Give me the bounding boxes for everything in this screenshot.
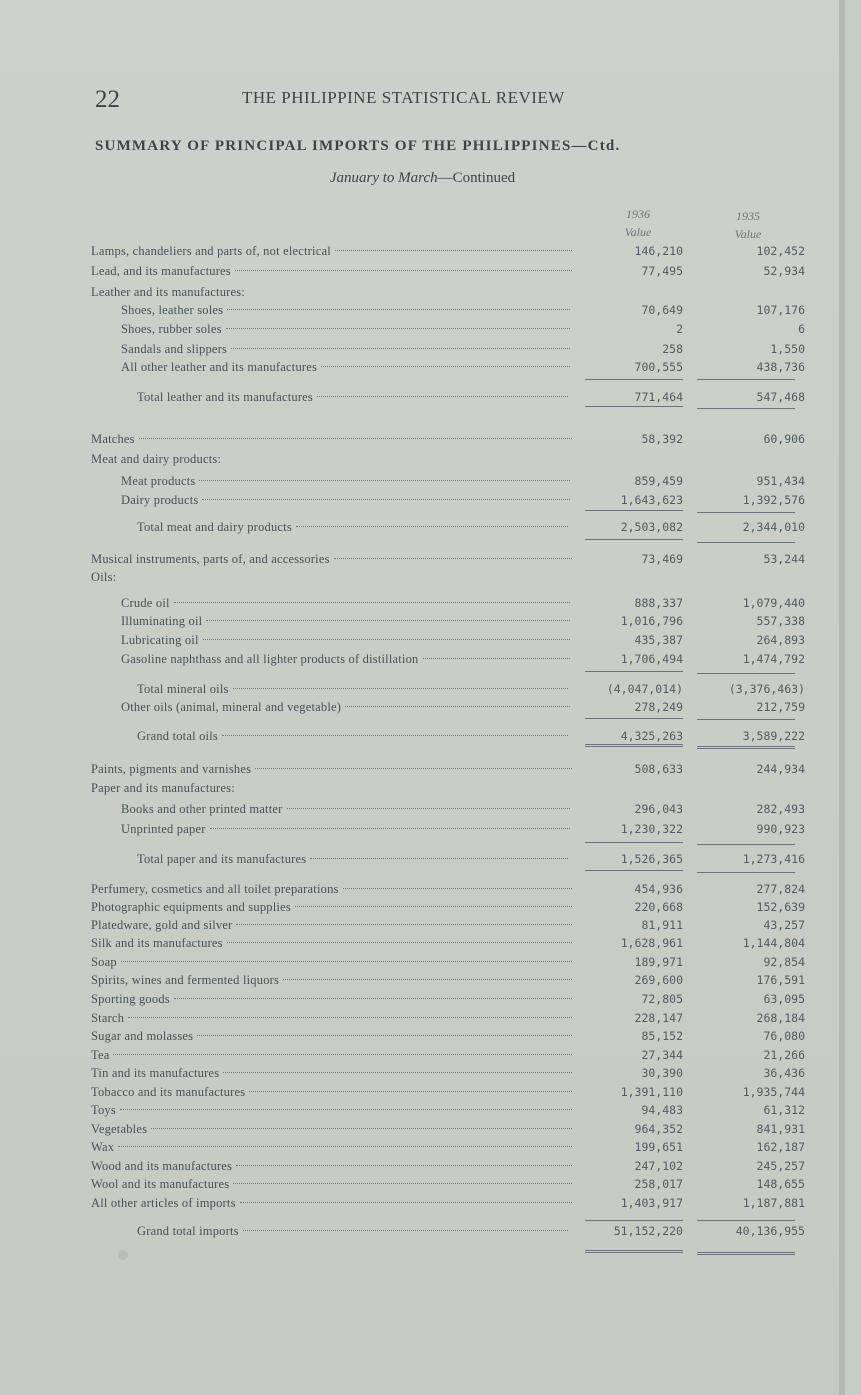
table-row <box>0 971 845 989</box>
total-rule <box>697 512 795 513</box>
dot-leader <box>222 735 568 736</box>
row-label <box>91 568 572 586</box>
row-label-text: Lubricating oil <box>121 633 199 647</box>
row-label <box>91 1175 572 1193</box>
value-1936: 70,649 <box>641 303 683 317</box>
double-total-rule <box>697 1252 795 1255</box>
table-row <box>0 242 845 260</box>
table-row <box>0 1027 845 1045</box>
value-1936: 258 <box>662 342 683 356</box>
table-row <box>0 680 845 698</box>
row-label <box>91 283 572 301</box>
table-row <box>0 760 845 778</box>
value-1936: 73,469 <box>641 552 683 566</box>
dot-leader <box>197 1035 572 1036</box>
row-label <box>91 550 572 568</box>
value-1936: 859,459 <box>634 474 683 488</box>
row-label-text: Sugar and molasses <box>91 1029 194 1043</box>
value-1936: 51,152,220 <box>613 1224 683 1238</box>
value-1935: 162,187 <box>756 1140 805 1154</box>
row-label-text: Shoes, leather soles <box>121 303 224 317</box>
row-label <box>91 1064 572 1082</box>
row-label-text: Toys <box>91 1103 116 1117</box>
table-row <box>0 388 845 406</box>
dot-leader <box>233 688 568 689</box>
dot-leader <box>231 348 570 349</box>
value-1935: 268,184 <box>756 1011 805 1025</box>
table-row <box>0 1009 845 1027</box>
dot-leader <box>174 602 570 603</box>
dot-leader <box>206 620 570 621</box>
table-row <box>0 594 845 612</box>
row-label-text: Photographic equipments and supplies <box>91 900 291 914</box>
value-1936: 700,555 <box>634 360 683 374</box>
value-1935: 282,493 <box>756 802 805 816</box>
value-1936: 435,387 <box>634 633 683 647</box>
value-1935: 990,923 <box>756 822 805 836</box>
table-row <box>0 898 845 916</box>
total-rule <box>697 719 795 720</box>
row-label-text: Platedware, gold and silver <box>91 918 233 932</box>
value-1935: 1,187,881 <box>742 1196 805 1210</box>
row-label-text: Total meat and dairy products <box>137 520 292 534</box>
value-1936: 454,936 <box>634 882 683 896</box>
value-1936: 189,971 <box>634 955 683 969</box>
value-1936: 228,147 <box>634 1011 683 1025</box>
row-label-text: Grand total oils <box>137 729 218 743</box>
value-1935: 53,244 <box>763 552 805 566</box>
dot-leader <box>121 961 572 962</box>
row-label-text: Tobacco and its manufactures <box>91 1085 246 1099</box>
row-label-text: Matches <box>91 432 135 446</box>
row-label-text: All other leather and its manufactures <box>121 360 318 374</box>
dot-leader <box>335 250 572 251</box>
value-1935: 176,591 <box>756 973 805 987</box>
table-row <box>0 472 845 490</box>
row-label-text: Lamps, chandeliers and parts of, not electrical <box>91 244 331 258</box>
dot-leader <box>317 396 568 397</box>
dot-leader <box>202 499 570 500</box>
row-label-text: Unprinted paper <box>121 822 206 836</box>
value-1935: 6 <box>798 322 805 336</box>
table-row <box>0 1194 845 1212</box>
row-label-text: Total mineral oils <box>137 682 229 696</box>
dot-leader <box>139 438 572 439</box>
table-row <box>0 1175 845 1193</box>
value-1935: 2,344,010 <box>742 520 805 534</box>
table-row <box>0 1138 845 1156</box>
value-1935: 40,136,955 <box>735 1224 805 1238</box>
dot-leader <box>120 1109 572 1110</box>
dot-leader <box>151 1128 572 1129</box>
value-1936: 220,668 <box>634 900 683 914</box>
row-label-text: All other articles of imports <box>91 1196 236 1210</box>
double-total-rule <box>585 1250 683 1253</box>
row-label-text: Silk and its manufactures <box>91 936 223 950</box>
table-row <box>0 953 845 971</box>
row-label-text: Tea <box>91 1048 110 1062</box>
row-label <box>91 898 572 916</box>
table-row <box>0 1083 845 1101</box>
value-1935: 36,436 <box>763 1066 805 1080</box>
value-1936: 199,651 <box>634 1140 683 1154</box>
table-row <box>0 450 845 468</box>
row-label-text: Shoes, rubber soles <box>121 322 222 336</box>
dot-leader <box>203 639 570 640</box>
value-1936: 72,805 <box>641 992 683 1006</box>
row-label <box>137 1222 568 1240</box>
value-1935: 841,931 <box>756 1122 805 1136</box>
total-rule <box>585 1220 683 1221</box>
table-row <box>0 1064 845 1082</box>
value-1935: 3,589,222 <box>742 729 805 743</box>
dot-leader <box>310 858 568 859</box>
table-row <box>0 262 845 280</box>
row-label <box>91 1157 572 1175</box>
value-1936: 1,526,365 <box>620 852 683 866</box>
row-label <box>91 916 572 934</box>
table-row <box>0 491 845 509</box>
row-label-text: Grand total imports <box>137 1224 239 1238</box>
value-1935: 60,906 <box>763 432 805 446</box>
dot-leader <box>295 906 572 907</box>
value-1935: (3,376,463) <box>728 682 805 696</box>
value-1936: 964,352 <box>634 1122 683 1136</box>
table-row <box>0 1046 845 1064</box>
dot-leader <box>113 1054 572 1055</box>
column-year-1935: 1935 <box>736 209 760 223</box>
row-label-text: Vegetables <box>91 1122 148 1136</box>
table-row <box>0 880 845 898</box>
row-label <box>121 594 570 612</box>
table-row <box>0 301 845 319</box>
row-label <box>91 450 572 468</box>
total-rule <box>697 844 795 845</box>
value-1935: 61,312 <box>763 1103 805 1117</box>
dot-leader <box>283 979 572 980</box>
value-1935: 1,392,576 <box>742 493 805 507</box>
total-rule <box>697 542 795 543</box>
row-label <box>91 1009 572 1027</box>
row-label-text: Meat and dairy products: <box>91 452 222 466</box>
dot-leader <box>236 1165 572 1166</box>
row-label <box>91 934 572 952</box>
value-1936: 2 <box>676 322 683 336</box>
row-label-text: Wax <box>91 1140 115 1154</box>
value-1936: 508,633 <box>634 762 683 776</box>
dot-leader <box>174 998 572 999</box>
row-label <box>91 242 572 260</box>
table-row <box>0 779 845 797</box>
value-1935: 244,934 <box>756 762 805 776</box>
value-1936: (4,047,014) <box>606 682 683 696</box>
row-label <box>91 1027 572 1045</box>
row-label <box>121 612 570 630</box>
subtitle-period: January to March <box>329 170 438 186</box>
total-rule <box>585 870 683 871</box>
dot-leader <box>227 309 570 310</box>
table-row <box>0 820 845 838</box>
table-row <box>0 934 845 952</box>
value-1936: 771,464 <box>634 390 683 404</box>
total-rule <box>585 671 683 672</box>
table-row <box>0 631 845 649</box>
row-label <box>137 727 568 745</box>
row-label-text: Paper and its manufactures: <box>91 781 235 795</box>
row-label <box>137 388 568 406</box>
row-label <box>121 698 570 716</box>
row-label-text: Soap <box>91 955 117 969</box>
value-1936: 296,043 <box>634 802 683 816</box>
table-row <box>0 1222 845 1240</box>
row-label <box>121 631 570 649</box>
value-1936: 81,911 <box>641 918 683 932</box>
double-total-rule <box>585 744 683 747</box>
value-1936: 1,391,110 <box>620 1085 683 1099</box>
value-1935: 1,935,744 <box>742 1085 805 1099</box>
table-row <box>0 283 845 301</box>
row-label <box>121 650 570 668</box>
value-1936: 77,495 <box>641 264 683 278</box>
total-rule <box>585 406 683 407</box>
column-label-1936: Value <box>624 225 652 239</box>
row-label-text: Total paper and its manufactures <box>137 852 307 866</box>
value-1936: 247,102 <box>634 1159 683 1173</box>
row-label <box>121 358 570 376</box>
row-label <box>137 518 568 536</box>
row-label <box>91 760 572 778</box>
value-1935: 547,468 <box>756 390 805 404</box>
total-rule <box>697 379 795 380</box>
table-row <box>0 727 845 745</box>
value-1935: 264,893 <box>756 633 805 647</box>
total-rule <box>697 1220 795 1221</box>
value-1935: 1,474,792 <box>742 652 805 666</box>
row-label <box>91 1046 572 1064</box>
value-1935: 152,639 <box>756 900 805 914</box>
row-label-text: Lead, and its manufactures <box>91 264 231 278</box>
row-label <box>91 971 572 989</box>
row-label-text: Starch <box>91 1011 125 1025</box>
total-rule <box>585 718 683 719</box>
row-label <box>91 1083 572 1101</box>
value-1935: 63,095 <box>763 992 805 1006</box>
row-label <box>121 340 570 358</box>
table-row <box>0 568 845 586</box>
row-label <box>137 680 568 698</box>
value-1935: 107,176 <box>756 303 805 317</box>
table-row <box>0 340 845 358</box>
paper-blemish <box>118 1250 128 1260</box>
dot-leader <box>226 328 570 329</box>
row-label <box>121 301 570 319</box>
row-label <box>91 880 572 898</box>
row-label <box>121 320 570 338</box>
value-1935: 277,824 <box>756 882 805 896</box>
value-1935: 148,655 <box>756 1177 805 1191</box>
dot-leader <box>240 1202 572 1203</box>
table-row <box>0 650 845 668</box>
value-1936: 278,249 <box>634 700 683 714</box>
row-label-text: Sandals and slippers <box>121 342 228 356</box>
table-row <box>0 850 845 868</box>
dot-leader <box>236 924 572 925</box>
table-row <box>0 800 845 818</box>
dot-leader <box>343 888 572 889</box>
value-1936: 269,600 <box>634 973 683 987</box>
row-label <box>91 262 572 280</box>
value-1936: 258,017 <box>634 1177 683 1191</box>
total-rule <box>697 673 795 674</box>
total-rule <box>697 408 795 409</box>
dot-leader <box>423 658 570 659</box>
dot-leader <box>334 558 572 559</box>
value-1936: 1,628,961 <box>620 936 683 950</box>
value-1935: 1,144,804 <box>742 936 805 950</box>
dot-leader <box>118 1146 572 1147</box>
table-row <box>0 916 845 934</box>
dot-leader <box>345 706 570 707</box>
row-label <box>91 1138 572 1156</box>
total-rule <box>585 510 683 511</box>
value-1935: 245,257 <box>756 1159 805 1173</box>
value-1936: 94,483 <box>641 1103 683 1117</box>
dot-leader <box>233 1183 572 1184</box>
row-label-text: Gasoline naphthass and all lighter products of distillation <box>121 652 419 666</box>
value-1935: 52,934 <box>763 264 805 278</box>
value-1936: 1,403,917 <box>620 1196 683 1210</box>
value-1935: 43,257 <box>763 918 805 932</box>
value-1936: 888,337 <box>634 596 683 610</box>
table-row <box>0 990 845 1008</box>
dot-leader <box>255 768 572 769</box>
table-row <box>0 612 845 630</box>
row-label-text: Total leather and its manufactures <box>137 390 313 404</box>
dot-leader <box>243 1230 568 1231</box>
dot-leader <box>321 366 570 367</box>
row-label-text: Dairy products <box>121 493 199 507</box>
row-label-text: Books and other printed matter <box>121 802 283 816</box>
table-row <box>0 518 845 536</box>
row-label-text: Meat products <box>121 474 196 488</box>
table-title: SUMMARY OF PRINCIPAL IMPORTS OF THE PHILIPPINES—Ctd. <box>95 138 621 154</box>
column-label-1935: Value <box>734 227 762 241</box>
dot-leader <box>249 1091 572 1092</box>
subtitle-continued: —Continued <box>437 170 516 186</box>
row-label <box>91 953 572 971</box>
row-label <box>121 820 570 838</box>
table-row <box>0 430 845 448</box>
row-label <box>121 472 570 490</box>
value-1936: 146,210 <box>634 244 683 258</box>
table-row <box>0 550 845 568</box>
total-rule <box>585 379 683 380</box>
value-1935: 102,452 <box>756 244 805 258</box>
table-row <box>0 698 845 716</box>
value-1935: 438,736 <box>756 360 805 374</box>
value-1935: 76,080 <box>763 1029 805 1043</box>
row-label-text: Wool and its manufactures <box>91 1177 230 1191</box>
row-label <box>91 1194 572 1212</box>
value-1935: 1,079,440 <box>742 596 805 610</box>
page-number: 22 <box>95 86 120 113</box>
total-rule <box>585 842 683 843</box>
row-label <box>137 850 568 868</box>
value-1935: 92,854 <box>763 955 805 969</box>
row-label <box>91 1120 572 1138</box>
value-1936: 4,325,263 <box>620 729 683 743</box>
row-label-text: Leather and its manufactures: <box>91 285 245 299</box>
row-label <box>91 779 572 797</box>
row-label-text: Perfumery, cosmetics and all toilet preparations <box>91 882 339 896</box>
running-head: THE PHILIPPINE STATISTICAL REVIEW <box>242 88 565 107</box>
value-1935: 1,273,416 <box>742 852 805 866</box>
value-1936: 30,390 <box>641 1066 683 1080</box>
value-1936: 27,344 <box>641 1048 683 1062</box>
row-label-text: Illuminating oil <box>121 614 203 628</box>
row-label-text: Sporting goods <box>91 992 170 1006</box>
table-row <box>0 1157 845 1175</box>
value-1936: 58,392 <box>641 432 683 446</box>
dot-leader <box>210 828 570 829</box>
table-row <box>0 1101 845 1119</box>
row-label-text: Musical instruments, parts of, and accessories <box>91 552 330 566</box>
dot-leader <box>235 270 572 271</box>
value-1936: 1,706,494 <box>620 652 683 666</box>
row-label-text: Other oils (animal, mineral and vegetable) <box>121 700 342 714</box>
value-1935: 951,434 <box>756 474 805 488</box>
value-1936: 2,503,082 <box>620 520 683 534</box>
double-total-rule <box>697 746 795 749</box>
row-label-text: Paints, pigments and varnishes <box>91 762 252 776</box>
value-1935: 21,266 <box>763 1048 805 1062</box>
total-rule <box>697 872 795 873</box>
row-label-text: Wood and its manufactures <box>91 1159 233 1173</box>
table-row <box>0 320 845 338</box>
table-row <box>0 1120 845 1138</box>
value-1935: 557,338 <box>756 614 805 628</box>
row-label <box>91 1101 572 1119</box>
dot-leader <box>199 480 570 481</box>
value-1936: 85,152 <box>641 1029 683 1043</box>
dot-leader <box>287 808 570 809</box>
row-label <box>91 430 572 448</box>
value-1936: 1,643,623 <box>620 493 683 507</box>
row-label <box>121 491 570 509</box>
value-1935: 1,550 <box>770 342 805 356</box>
value-1935: 212,759 <box>756 700 805 714</box>
dot-leader <box>128 1017 572 1018</box>
dot-leader <box>223 1072 572 1073</box>
row-label-text: Tin and its manufactures <box>91 1066 220 1080</box>
column-year-1936: 1936 <box>626 207 650 221</box>
dot-leader <box>296 526 568 527</box>
row-label <box>91 990 572 1008</box>
value-1936: 1,016,796 <box>620 614 683 628</box>
row-label-text: Crude oil <box>121 596 170 610</box>
value-1936: 1,230,322 <box>620 822 683 836</box>
table-row <box>0 358 845 376</box>
row-label-text: Spirits, wines and fermented liquors <box>91 973 280 987</box>
dot-leader <box>227 942 572 943</box>
row-label <box>121 800 570 818</box>
total-rule <box>585 539 683 540</box>
row-label-text: Oils: <box>91 570 117 584</box>
